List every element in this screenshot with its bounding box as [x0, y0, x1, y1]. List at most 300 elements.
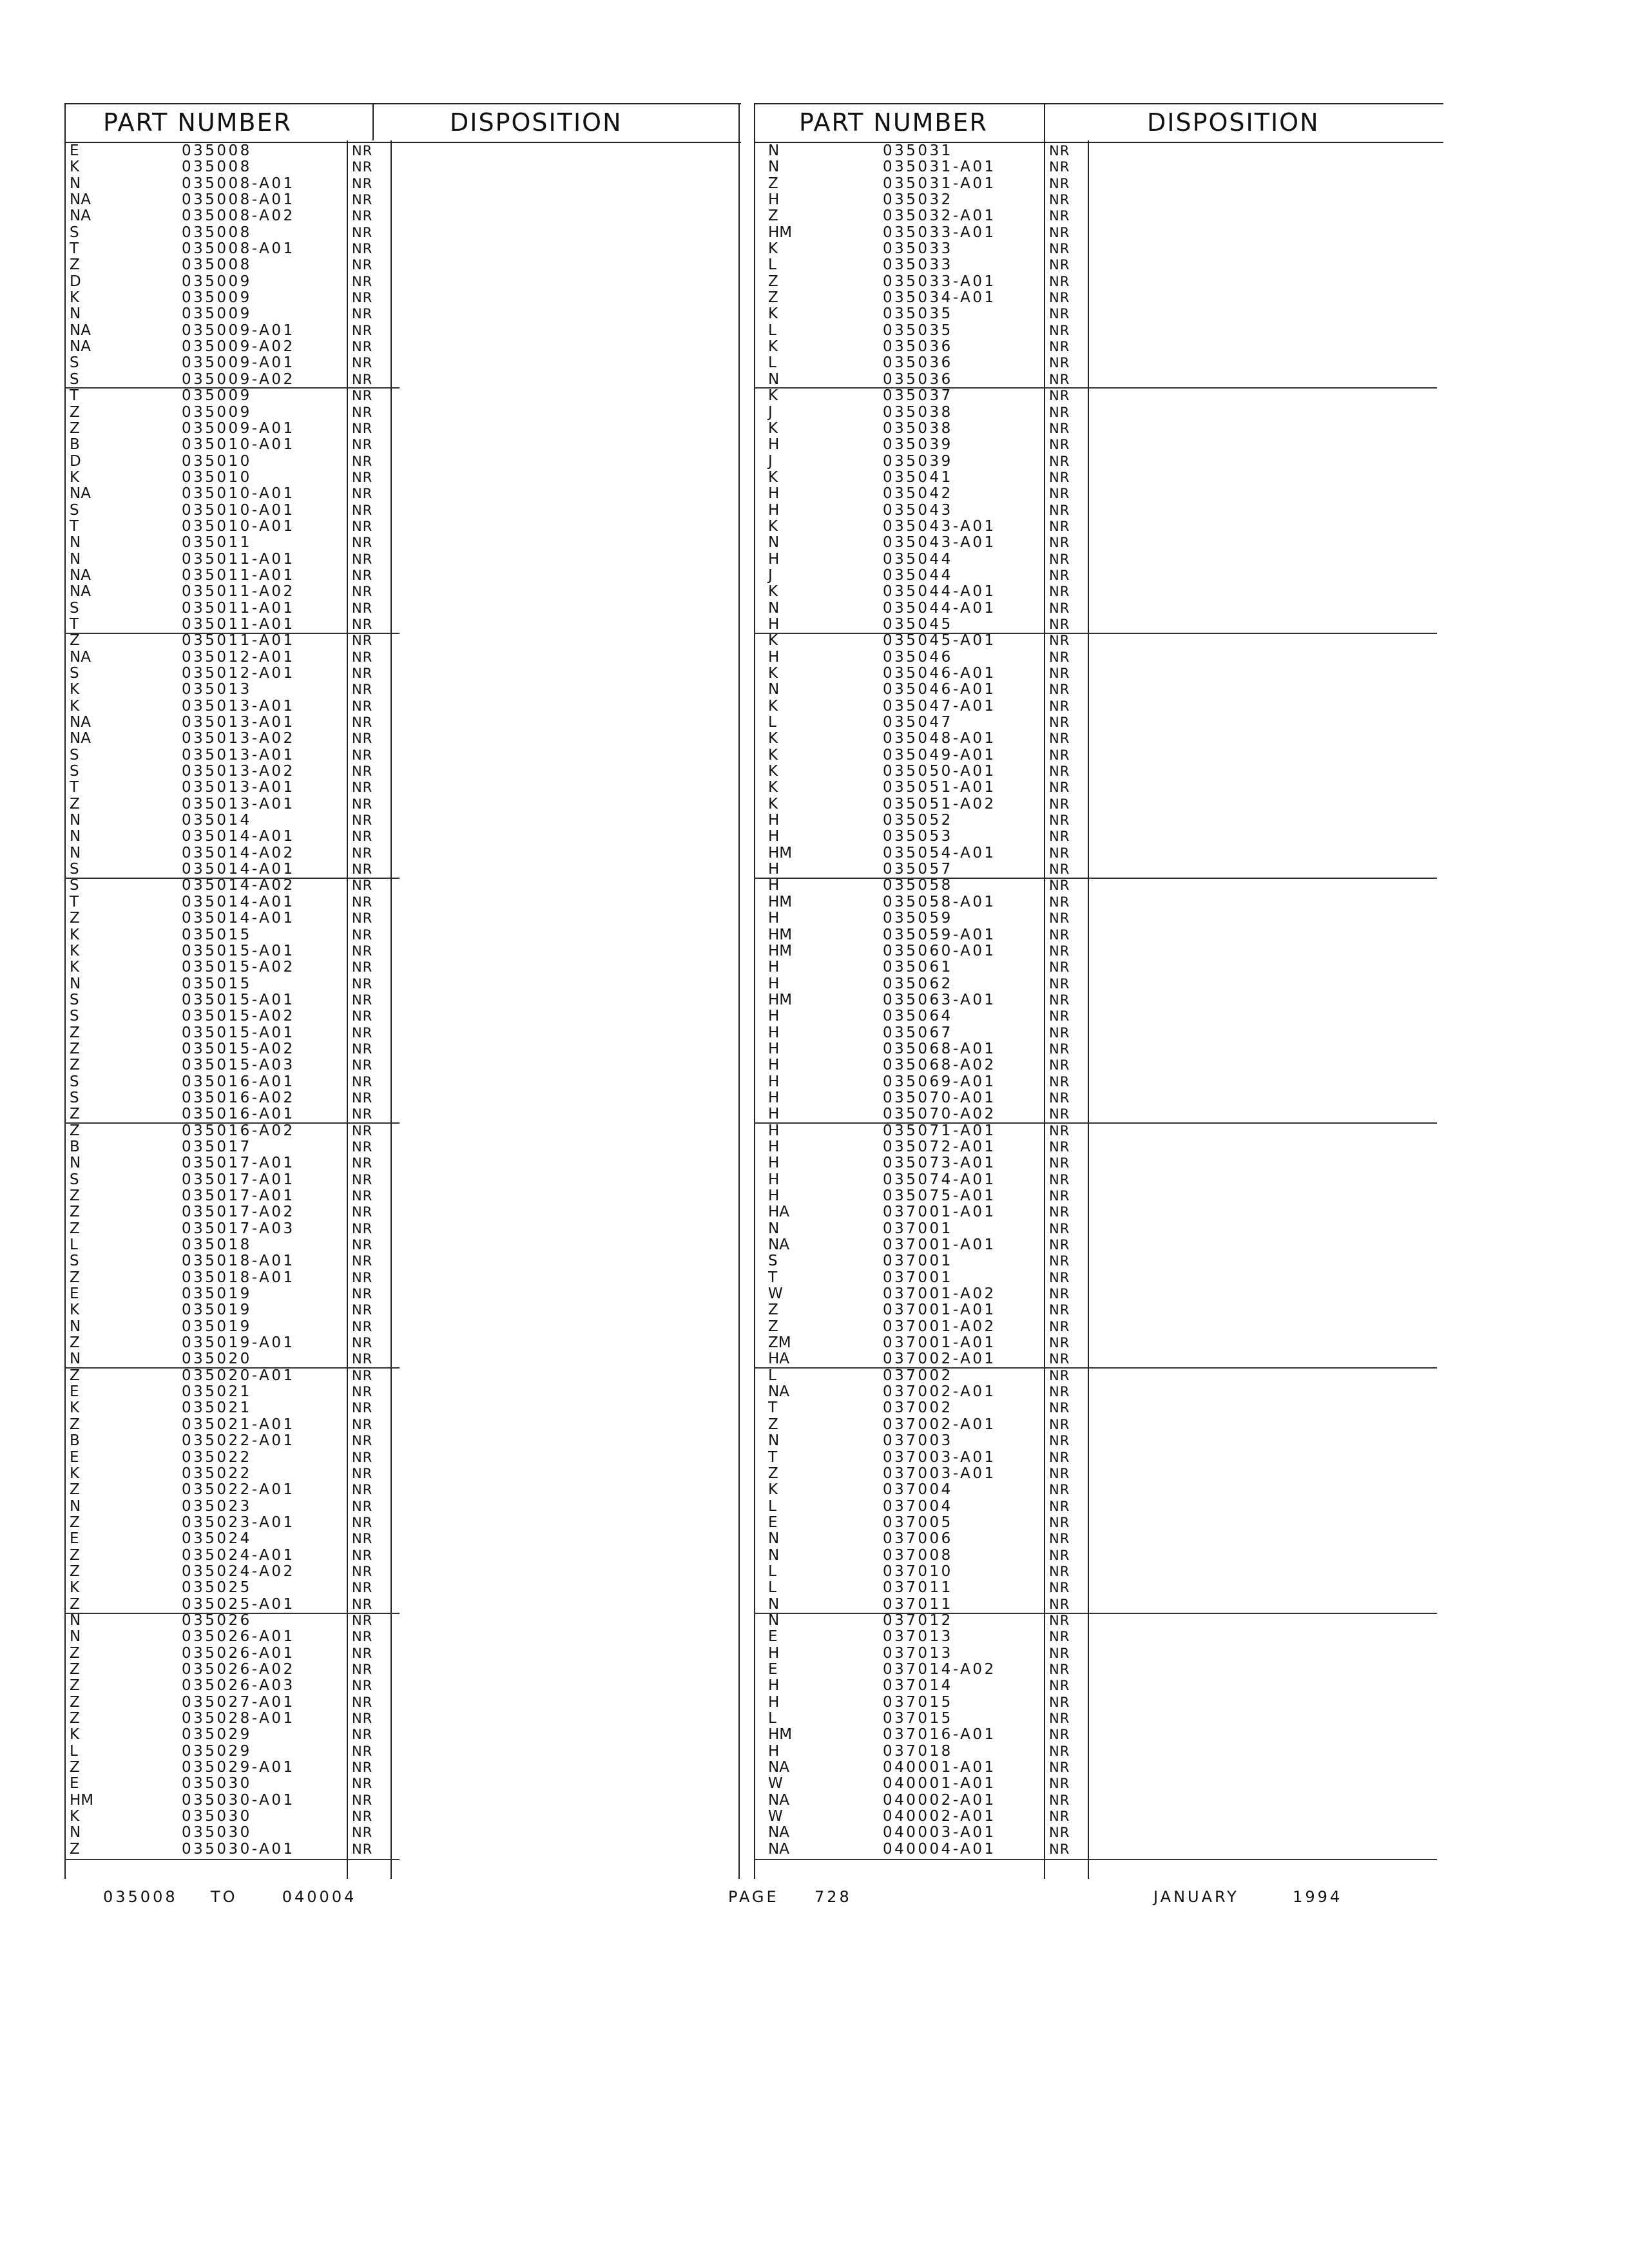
table-row	[754, 1335, 1443, 1351]
part-number: 035039	[883, 436, 953, 454]
table-row	[64, 1744, 741, 1760]
table-row	[754, 552, 1443, 568]
disposition-code: NR	[1049, 731, 1070, 747]
disposition-code: NR	[352, 584, 373, 600]
plant-code: E	[768, 1628, 778, 1646]
group-divider	[64, 1122, 400, 1124]
table-row	[754, 601, 1443, 617]
disposition-code: NR	[352, 1809, 373, 1825]
plant-code: H	[768, 910, 780, 927]
part-number: 035022	[182, 1448, 252, 1466]
plant-code: Z	[70, 403, 80, 421]
disposition-code: NR	[352, 388, 373, 404]
plant-code: E	[768, 1514, 778, 1531]
table-row	[754, 1597, 1443, 1613]
disposition-code: NR	[1049, 453, 1070, 469]
plant-code: Z	[768, 1318, 778, 1335]
disposition-code: NR	[352, 992, 373, 1008]
disposition-code: NR	[1049, 551, 1070, 567]
table-row	[754, 747, 1443, 764]
disposition-code: NR	[352, 1090, 373, 1106]
table-bottom-rule	[754, 1859, 1437, 1860]
table-row	[64, 1792, 741, 1809]
disposition-code: NR	[352, 224, 373, 240]
plant-code: E	[70, 1285, 79, 1303]
disposition-code: NR	[1049, 257, 1070, 273]
part-number: 035015-A02	[182, 1040, 295, 1057]
disposition-code: NR	[352, 1057, 373, 1073]
table-row	[754, 1188, 1443, 1204]
disposition-code: NR	[352, 764, 373, 780]
disposition-code: NR	[352, 845, 373, 861]
disposition-code: NR	[1049, 1139, 1070, 1155]
part-number: 035011	[182, 534, 252, 552]
part-number: 035011-A01	[182, 566, 295, 584]
table-row	[64, 649, 741, 666]
table-row	[64, 1319, 741, 1335]
part-number: 035009-A01	[182, 419, 295, 437]
disposition-code: NR	[352, 257, 373, 273]
disposition-code: NR	[352, 1612, 373, 1628]
table-row	[754, 1825, 1443, 1841]
plant-code: K	[768, 419, 778, 437]
plant-code: H	[768, 1040, 780, 1057]
plant-code: N	[70, 1628, 81, 1646]
plant-code: T	[70, 615, 79, 633]
part-number: 035043-A01	[883, 517, 996, 535]
part-number: 037002-A01	[883, 1416, 996, 1433]
disposition-code: NR	[1049, 192, 1070, 208]
plant-code: L	[70, 1742, 78, 1760]
disposition-code: NR	[352, 666, 373, 681]
part-number: 035044	[883, 566, 953, 584]
plant-code: H	[768, 1155, 780, 1172]
part-number: 037011	[883, 1579, 953, 1597]
table-row	[754, 257, 1443, 273]
disposition-code: NR	[1049, 437, 1070, 453]
part-number: 037001	[883, 1269, 953, 1286]
table-row	[64, 1155, 741, 1171]
plant-code: Z	[70, 1677, 80, 1695]
part-number: 035008-A02	[182, 207, 295, 225]
part-number: 035018	[182, 1236, 252, 1254]
disposition-code: NR	[1049, 780, 1070, 796]
disposition-code: NR	[352, 1776, 373, 1792]
plant-code: L	[768, 322, 776, 339]
part-number: 035033-A01	[883, 273, 996, 290]
table-row	[64, 698, 741, 715]
disposition-code: NR	[1049, 1629, 1070, 1645]
plant-code: NA	[70, 322, 91, 339]
table-row	[64, 1613, 741, 1629]
table-row	[64, 1499, 741, 1515]
plant-code: K	[768, 779, 778, 796]
disposition-code: NR	[1049, 1596, 1070, 1612]
plant-code: K	[768, 1481, 778, 1499]
part-number: 035025	[182, 1579, 252, 1597]
table-row	[754, 682, 1443, 698]
plant-code: T	[70, 240, 79, 258]
table-row	[754, 470, 1443, 486]
disposition-code: NR	[1049, 290, 1070, 306]
table-row	[64, 274, 741, 290]
right-parts-table	[754, 103, 1443, 1894]
plant-code: L	[768, 1710, 776, 1727]
disposition-code: NR	[1049, 975, 1070, 992]
table-row	[754, 192, 1443, 208]
plant-code: NA	[70, 714, 91, 731]
table-row	[754, 503, 1443, 519]
part-number: 035031-A01	[883, 159, 996, 176]
disposition-code: NR	[352, 371, 373, 387]
plant-code: Z	[70, 1644, 80, 1662]
plant-code: Z	[70, 1367, 80, 1384]
part-number: 035011-A01	[182, 550, 295, 568]
plant-code: H	[768, 975, 780, 992]
plant-code: K	[768, 387, 778, 405]
table-row	[754, 1139, 1443, 1155]
plant-code: N	[70, 844, 81, 861]
part-number: 035030	[182, 1808, 252, 1825]
disposition-code: NR	[352, 1678, 373, 1694]
table-row	[754, 584, 1443, 600]
disposition-code: NR	[1049, 1416, 1070, 1432]
disposition-code: NR	[352, 1711, 373, 1726]
table-row	[64, 1057, 741, 1073]
disposition-code: NR	[352, 175, 373, 191]
plant-code: K	[70, 1399, 80, 1417]
part-number: 035063-A01	[883, 991, 996, 1008]
table-row	[754, 698, 1443, 715]
table-row	[64, 1139, 741, 1155]
plant-code: NA	[70, 338, 91, 356]
disposition-code: NR	[1049, 404, 1070, 420]
group-divider	[64, 1367, 400, 1369]
part-number: 035013-A01	[182, 714, 295, 731]
plant-code: T	[70, 517, 79, 535]
part-number: 035052	[883, 812, 953, 829]
plant-code: H	[768, 1073, 780, 1090]
table-row	[64, 1629, 741, 1645]
table-row	[754, 829, 1443, 845]
disposition-code: NR	[1049, 1841, 1070, 1857]
plant-code: H	[768, 1171, 780, 1188]
disposition-code: NR	[1049, 1531, 1070, 1547]
part-number: 035023-A01	[182, 1514, 295, 1531]
disposition-code: NR	[1049, 1792, 1070, 1808]
disposition-code: NR	[352, 747, 373, 763]
disposition-code: NR	[352, 241, 373, 257]
part-number: 037004	[883, 1497, 953, 1515]
part-number: 035042	[883, 485, 953, 503]
plant-code: K	[70, 1579, 80, 1597]
table-row	[754, 845, 1443, 861]
part-number: 035030-A01	[182, 1791, 295, 1809]
plant-code: K	[768, 583, 778, 601]
part-number-header: PART NUMBER	[103, 108, 292, 137]
disposition-code: NR	[352, 535, 373, 551]
table-row	[754, 1270, 1443, 1286]
part-number: 035067	[883, 1024, 953, 1041]
disposition-code: NR	[352, 1514, 373, 1530]
disposition-code: NR	[1049, 469, 1070, 485]
plant-code: NA	[70, 648, 91, 666]
table-row	[754, 1792, 1443, 1809]
plant-code: N	[768, 534, 780, 552]
part-number: 035035	[883, 322, 953, 339]
table-row	[754, 306, 1443, 322]
plant-code: W	[768, 1775, 783, 1792]
disposition-code: NR	[1049, 1204, 1070, 1220]
table-row	[754, 1221, 1443, 1237]
table-row	[64, 1204, 741, 1220]
part-number: 035014-A02	[182, 877, 295, 894]
disposition-code: NR	[352, 1416, 373, 1432]
disposition-code: NR	[1049, 1286, 1070, 1302]
plant-code: N	[70, 1318, 81, 1335]
table-row	[754, 1482, 1443, 1498]
table-row	[64, 437, 741, 453]
left-table-header	[64, 103, 741, 143]
disposition-code: NR	[352, 715, 373, 731]
part-number: 035026-A03	[182, 1677, 295, 1695]
plant-code: NA	[70, 191, 91, 209]
disposition-code: NR	[352, 322, 373, 338]
plant-code: H	[768, 1122, 780, 1139]
plant-code: N	[768, 599, 780, 617]
table-row	[754, 1074, 1443, 1090]
plant-code: E	[768, 1660, 778, 1678]
disposition-code: NR	[1049, 927, 1070, 943]
disposition-code: NR	[352, 1498, 373, 1514]
disposition-code: NR	[1049, 878, 1070, 894]
table-row	[754, 633, 1443, 649]
plant-code: T	[768, 1399, 778, 1417]
disposition-code: NR	[352, 633, 373, 649]
disposition-code: NR	[352, 1629, 373, 1645]
part-number: 035026-A02	[182, 1660, 295, 1678]
part-number: 035011-A01	[182, 615, 295, 633]
disposition-code: NR	[1049, 992, 1070, 1008]
plant-code: K	[768, 338, 778, 356]
part-number: 035014-A02	[182, 844, 295, 861]
plant-code: K	[768, 795, 778, 812]
plant-code: H	[768, 1106, 780, 1123]
table-row	[64, 1351, 741, 1367]
disposition-code: NR	[1049, 633, 1070, 649]
plant-code: Z	[70, 1546, 80, 1564]
plant-code: H	[768, 1187, 780, 1204]
part-number: 035009-A01	[182, 322, 295, 339]
disposition-code: NR	[1049, 518, 1070, 534]
part-number: 035048-A01	[883, 730, 996, 747]
disposition-code: NR	[1049, 666, 1070, 681]
plant-code: K	[768, 632, 778, 649]
part-number: 035022-A01	[182, 1481, 295, 1499]
plant-code: N	[70, 305, 81, 323]
plant-code: HM	[768, 844, 793, 861]
table-row	[754, 454, 1443, 470]
disposition-code: NR	[1049, 1253, 1070, 1269]
table-row	[754, 1417, 1443, 1433]
part-number: 035010-A01	[182, 485, 295, 503]
table-row	[754, 1531, 1443, 1547]
plant-code: N	[70, 975, 81, 992]
part-number: 035037	[883, 387, 953, 405]
plant-code: L	[768, 354, 776, 372]
disposition-code: NR	[1049, 1335, 1070, 1351]
disposition-code: NR	[352, 812, 373, 829]
part-number: 037015	[883, 1693, 953, 1711]
plant-code: NA	[768, 1791, 789, 1809]
disposition-code: NR	[1049, 764, 1070, 780]
disposition-code: NR	[1049, 845, 1070, 861]
table-row	[64, 976, 741, 992]
plant-code: L	[70, 1236, 78, 1254]
plant-code: NA	[70, 207, 91, 225]
plant-code: K	[768, 240, 778, 258]
part-number: 035016-A02	[182, 1122, 295, 1139]
disposition-code: NR	[1049, 698, 1070, 714]
part-number: 035027-A01	[182, 1693, 295, 1711]
disposition-code: NR	[352, 1825, 373, 1841]
table-row	[754, 1809, 1443, 1825]
table-row	[64, 241, 741, 257]
plant-code: K	[70, 1302, 80, 1319]
plant-code: HM	[768, 926, 793, 943]
disposition-code: NR	[1049, 1351, 1070, 1367]
disposition-code: NR	[1049, 1465, 1070, 1481]
part-number: 035013-A01	[182, 697, 295, 715]
table-row	[754, 535, 1443, 551]
table-row	[754, 437, 1443, 453]
date-month: JANUARY	[1153, 1888, 1239, 1906]
plant-code: H	[768, 959, 780, 976]
plant-code: Z	[70, 419, 80, 437]
plant-code: H	[768, 1742, 780, 1760]
disposition-code: NR	[1049, 1400, 1070, 1416]
table-row	[754, 764, 1443, 780]
plant-code: H	[768, 1138, 780, 1155]
plant-code: HM	[768, 942, 793, 959]
part-number: 035061	[883, 959, 953, 976]
disposition-code: NR	[1049, 894, 1070, 910]
table-row	[64, 1678, 741, 1694]
table-row	[64, 1531, 741, 1547]
plant-code: Z	[70, 1693, 80, 1711]
disposition-code: NR	[1049, 1367, 1070, 1383]
part-number: 037003-A01	[883, 1448, 996, 1466]
plant-code: K	[70, 1726, 80, 1744]
disposition-code: NR	[1049, 649, 1070, 665]
plant-code: N	[70, 175, 81, 192]
part-number: 035026	[182, 1611, 252, 1629]
table-row	[64, 747, 741, 764]
disposition-code: NR	[1049, 1563, 1070, 1579]
part-number: 040003-A01	[883, 1824, 996, 1841]
part-number: 035025-A01	[182, 1595, 295, 1613]
table-row	[754, 1286, 1443, 1302]
part-number: 035014-A01	[182, 861, 295, 878]
part-number: 035008	[182, 159, 252, 176]
part-number: 037014	[883, 1677, 953, 1695]
table-row	[64, 143, 741, 159]
left-parts-table	[64, 103, 741, 1894]
table-row	[754, 666, 1443, 682]
part-number: 035012-A01	[182, 648, 295, 666]
disposition-code: NR	[1049, 1008, 1070, 1024]
plant-code: Z	[70, 1024, 80, 1041]
disposition-code: NR	[352, 1760, 373, 1776]
part-number: 037018	[883, 1742, 953, 1760]
table-row	[64, 1776, 741, 1792]
disposition-code: NR	[1049, 355, 1070, 371]
table-row	[754, 1515, 1443, 1531]
part-number: 035019	[182, 1285, 252, 1303]
plant-code: Z	[70, 1759, 80, 1776]
table-row	[754, 1008, 1443, 1024]
table-row	[754, 1629, 1443, 1645]
plant-code: N	[768, 1530, 780, 1548]
disposition-code: NR	[1049, 1057, 1070, 1073]
disposition-code: NR	[352, 1122, 373, 1139]
plant-code: K	[70, 697, 80, 715]
table-row	[64, 764, 741, 780]
disposition-code: NR	[352, 731, 373, 747]
disposition-code: NR	[1049, 1041, 1070, 1057]
disposition-code: NR	[1049, 1498, 1070, 1514]
part-number: 035033-A01	[883, 224, 996, 241]
plant-code: B	[70, 1432, 80, 1450]
disposition-code: NR	[352, 502, 373, 518]
disposition-code: NR	[352, 273, 373, 289]
plant-code: N	[768, 370, 780, 388]
disposition-code: NR	[352, 1204, 373, 1220]
part-number: 037013	[883, 1628, 953, 1646]
part-number: 035030	[182, 1824, 252, 1841]
part-number: 035069-A01	[883, 1073, 996, 1090]
part-number: 035017-A01	[182, 1187, 295, 1204]
left-rows	[64, 143, 741, 1858]
table-row	[64, 943, 741, 959]
table-row	[754, 992, 1443, 1008]
part-number: 037006	[883, 1530, 953, 1548]
table-row	[64, 666, 741, 682]
table-row	[754, 339, 1443, 355]
page-number-value: 728	[814, 1888, 852, 1906]
plant-code: N	[768, 159, 780, 176]
plant-code: E	[70, 1775, 79, 1792]
table-row	[64, 1825, 741, 1841]
plant-code: NA	[70, 485, 91, 503]
disposition-code: NR	[352, 682, 373, 698]
group-divider	[64, 1613, 400, 1614]
part-number: 035015-A01	[182, 942, 295, 959]
disposition-code: NR	[1049, 420, 1070, 436]
part-number: 035021-A01	[182, 1416, 295, 1433]
disposition-code: NR	[1049, 861, 1070, 878]
part-number: 035034-A01	[883, 289, 996, 307]
part-number: 035046	[883, 648, 953, 666]
table-row	[64, 1286, 741, 1302]
disposition-code: NR	[1049, 1449, 1070, 1465]
table-row	[64, 1482, 741, 1498]
plant-code: Z	[70, 256, 80, 274]
disposition-code: NR	[1049, 339, 1070, 355]
right-table-header	[754, 103, 1443, 143]
table-row	[64, 1106, 741, 1122]
part-number: 035009	[182, 387, 252, 405]
